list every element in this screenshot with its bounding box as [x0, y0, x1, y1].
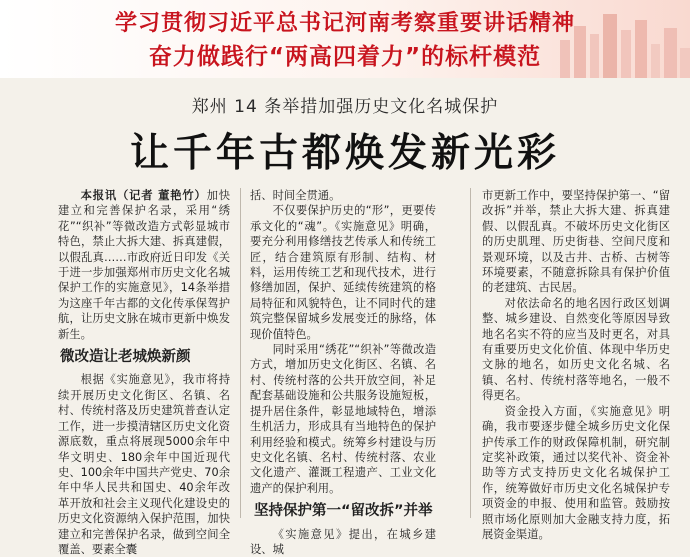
article-paragraph: 不仅要保护历史的“形”，更要传承文化的“魂”。《实施意见》明确，要充分利用修缮技艺传承人和传统工匠，结合建筑原有形制、结构、材料，运用传统工艺和现代技术，进行修缮加固，保护、延续传统建筑的格局特征和风貌特色，让不同时代的建筑完整保留城乡发展变迁的脉络，体现价值特色。 — [250, 204, 436, 341]
article-byline: 本报讯（记者 董艳竹） — [80, 189, 207, 202]
column-divider — [470, 188, 471, 518]
article-kicker: 郑州 14 条举措加强历史文化名城保护 — [191, 97, 499, 117]
article-paragraph: 括、时间全贯通。 — [250, 189, 341, 202]
column-divider — [240, 188, 241, 518]
article-headline: 让千年古都焕发新光彩 — [129, 131, 560, 176]
banner-title-line1: 学习贯彻习近平总书记河南考察重要讲话精神 — [114, 11, 575, 36]
article-paragraph: 同时采用“绣花”“织补”等微改造方式，增加历史文化街区、名镇、名村、传统村落的公共开放空间，补足配套基础设施和公共服务设施短板，提升居住条件，彰显地域特色，增添生机活力，形成具有当地特色的保护利用经验和模式。统筹乡村建设与历史文化名镇、名村、传统村落、农业文化遗产、灌溉工程遗产、工业文化遗产的保护利用。 — [250, 343, 436, 495]
article-paragraph: 市更新工作中，要坚持保护第一、“留改拆”并举，禁止大拆大建、拆真建假、以假乱真。不破坏历史文化街区的历史肌理、历史街巷、空间尺度和景观环境，以及古井、古桥、古树等环境要素，不随意拆除具有保护价值的老建筑、古民居。 — [482, 189, 670, 295]
article-column-3 — [482, 188, 670, 542]
article-paragraph: 对依法命名的地名因行政区划调整、城乡建设、自然变化等原因导致地名名实不符的应当及时更名，对具有重要历史文化价值、体现中华历史文脉的地名，如历史文化名城、名镇、名村、传统村落等地名，一般不得更名。 — [482, 296, 670, 403]
section-subhead: 微改造让老城焕新颜 — [60, 349, 191, 366]
page-banner — [0, 0, 690, 78]
article-column-1 — [58, 188, 230, 557]
article-paragraph: 资金投入方面，《实施意见》明确，我市要逐步健全城乡历史文化保护传承工作的财政保障机制，研究制定奖补政策，通过以奖代补、资金补助等方式支持历史文化名城保护工作，统筹做好市历史文化名城保护专项资金的申报、使用和监管。鼓励按照市场化原则加大金融支持力度，拓展资金渠道。 — [482, 404, 670, 541]
article-paragraph: 根据《实施意见》，我市将持续开展历史文化街区、名镇、名村、传统村落及历史建筑普查认定工作，进一步摸清辖区历史文化资源底数，重点将展现5000余年中华文明史、180余年中国近现代史、100余年中国共产党史、70余年中华人民共和国史、40余年改革开放和社会主义现代化建设史的历史文化资源纳入保护范围，加快建立和完善保护名录，做到空间全覆盖、要素全囊 — [58, 373, 230, 556]
banner-title-line2: 奋力做践行“两高四着力”的标杆模范 — [148, 44, 542, 70]
article-column-2 — [250, 188, 436, 557]
section-subhead: 坚持保护第一“留改拆”并举 — [254, 503, 433, 520]
article-paragraph: 《实施意见》提出，在城乡建设、城 — [250, 527, 436, 556]
article-paragraph: 本报讯（记者 董艳竹）加快建立和完善保护名录，采用“绣花”“织补”等微改造方式彰显城市特色，禁止大拆大建、拆真建假，以假乱真……市政府近日印发《关于进一步加强郑州市历史文化名城保护工作的实施意见》，14条举措为这座千年古都的文化传承保驾护航，让历史文脉在城市更新中焕发新生。 — [58, 189, 230, 341]
